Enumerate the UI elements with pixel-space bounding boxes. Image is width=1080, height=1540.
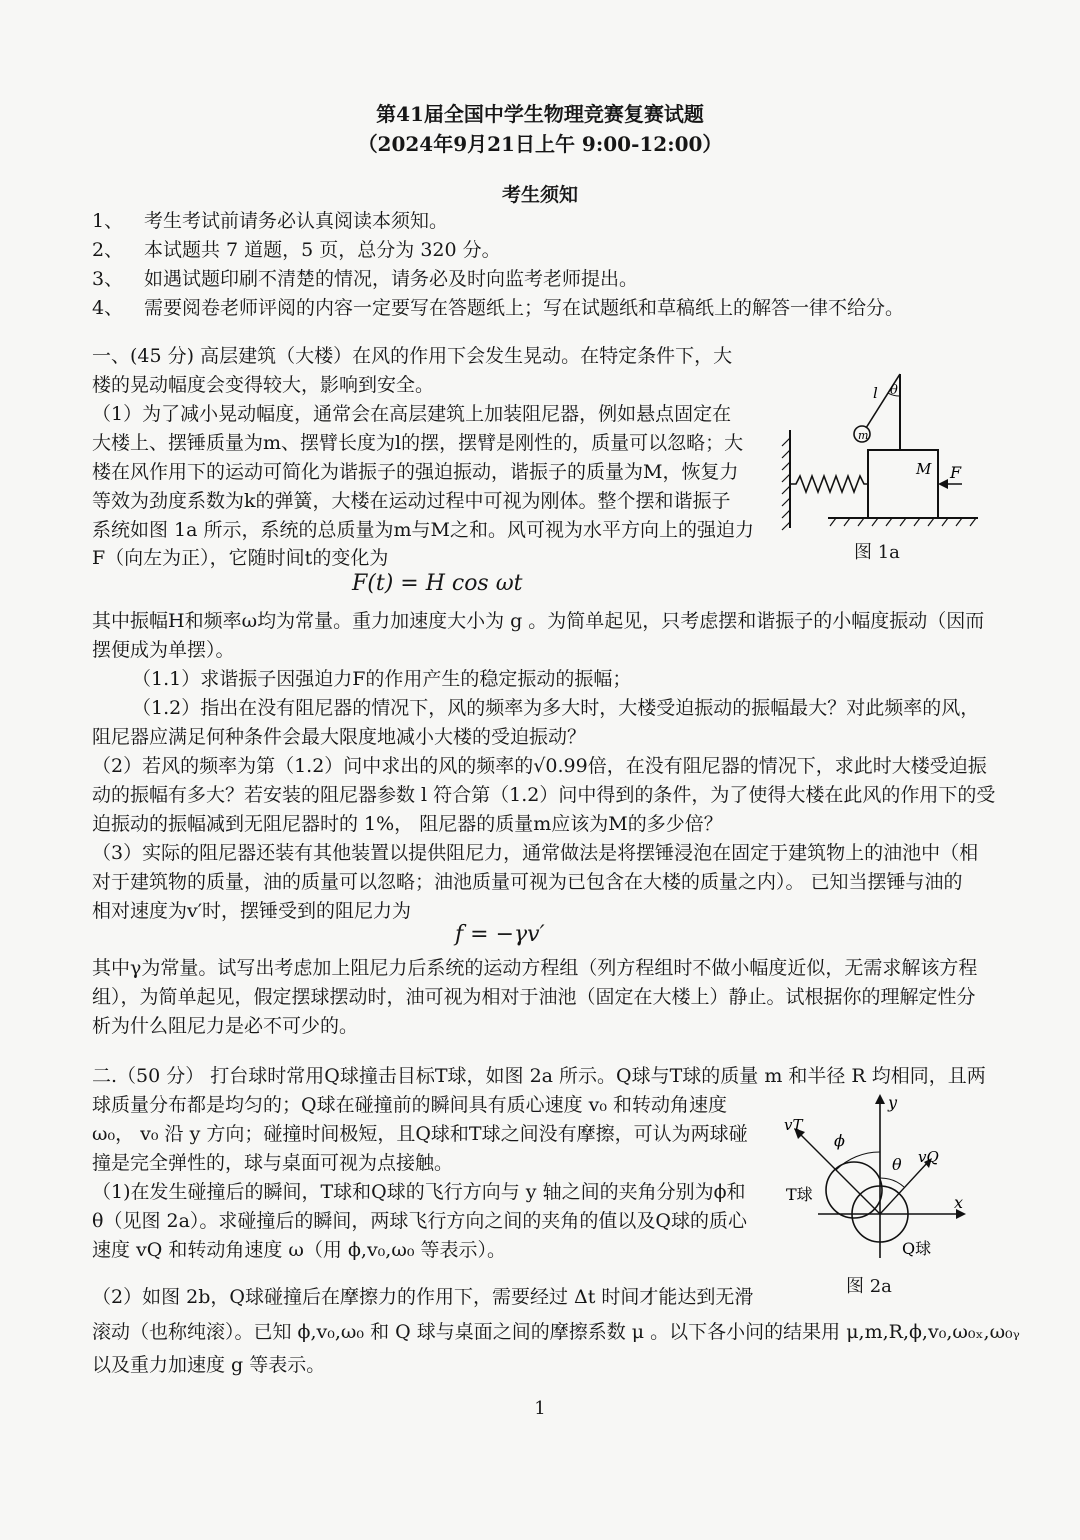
p1-line: 对于建筑物的质量，油的质量可以忽略；油池质量可视为已包含在大楼的质量之内）。 已知当摆锤与油的 <box>92 871 963 893</box>
p1-line: 摆便成为单摆）。 <box>92 639 235 661</box>
exam-subtitle: （2024年9月21日上午 9:00-12:00） <box>357 132 723 156</box>
figure-1a-caption: 图 1a <box>854 542 900 563</box>
t-ball <box>826 1162 882 1218</box>
p1-line: 系统如图 1a 所示，系统的总质量为m与M之和。风可视为水平方向上的强迫力 <box>92 519 754 541</box>
vq-direction <box>880 1162 928 1214</box>
p2-line: 滚动（也称纯滚）。已知 ϕ,v₀,ω₀ 和 Q 球与桌面之间的摩擦系数 μ 。以下各小问的结果用 μ,m,R,ϕ,v₀,ω₀ₓ,ω₀ᵧ <box>92 1321 1020 1343</box>
p1-force-equation: F(t) = H cos ωt <box>352 571 523 596</box>
p1-line: 析为什么阻尼力是必不可少的。 <box>92 1015 359 1037</box>
p1-line: F（向左为正），它随时间t的变化为 <box>92 547 389 569</box>
notice-item <box>92 266 638 292</box>
notice-item-text: 需要阅卷老师评阅的内容一定要写在答题纸上；写在试题纸和草稿纸上的解答一律不给分。 <box>144 297 905 319</box>
p2-line: θ（见图 2a）。求碰撞后的瞬间，两球飞行方向之间的夹角的值以及Q球的质心 <box>92 1210 747 1232</box>
label-F: F <box>950 463 962 482</box>
label-phi: ϕ <box>834 1131 845 1150</box>
p1-line: 相对速度为v′时，摆锤受到的阻尼力为 <box>92 900 412 922</box>
p1-line: （1）为了减小晃动幅度，通常会在高层建筑上加装阻尼器，例如悬点固定在 <box>92 403 732 425</box>
label-vT: vT <box>784 1116 803 1134</box>
label-m: m <box>858 429 869 442</box>
notice-item-text: 如遇试题印刷不清楚的情况，请务必及时向监考老师提出。 <box>144 268 639 290</box>
wall-hatching <box>782 438 790 530</box>
label-vQ: vQ <box>918 1148 939 1166</box>
notice-heading: 考生须知 <box>501 184 578 206</box>
p1-line: 楼在风作用下的运动可简化为谐振子的强迫振动，谐振子的质量为M，恢复力 <box>92 461 739 483</box>
p1-line: 组），为简单起见，假定摆球摆动时，油可视为相对于油池（固定在大楼上）静止。试根据你的理解定性分 <box>92 986 976 1008</box>
notice-item-number: 4、 <box>92 297 124 319</box>
p1-line: 一、(45 分) 高层建筑（大楼）在风的作用下会发生晃动。在特定条件下，大 <box>92 345 733 367</box>
label-q-ball: Q球 <box>902 1239 932 1258</box>
figure-1a <box>778 360 988 560</box>
p2-line: ω₀， v₀ 沿 y 方向；碰撞时间极短，且Q球和T球之间没有摩擦，可认为两球碰 <box>92 1123 748 1145</box>
p2-line: 以及重力加速度 g 等表示。 <box>92 1354 326 1376</box>
notice-item <box>92 237 501 263</box>
p2-line: （2）如图 2b，Q球碰撞后在摩擦力的作用下，需要经过 Δt 时间才能达到无滑 <box>92 1286 754 1308</box>
notice-item-number: 1、 <box>92 210 124 232</box>
p2-line: 球质量分布都是均匀的；Q球在碰撞前的瞬间具有质心速度 v₀ 和转动角速度 <box>92 1094 728 1116</box>
phi-arc <box>836 1152 880 1170</box>
label-t-ball: T球 <box>786 1185 813 1204</box>
notice-item <box>92 208 448 234</box>
notice-item-number: 2、 <box>92 239 124 261</box>
figure-2a <box>778 1086 978 1266</box>
p2-line: 二.（50 分） 打台球时常用Q球撞击目标T球，如图 2a 所示。Q球与T球的质量 m 和半径 R 均相同，且两 <box>92 1065 986 1087</box>
label-x: x <box>954 1193 964 1212</box>
p1-damping-equation: f = −γv′ <box>455 922 545 947</box>
p1-line: 其中振幅H和频率ω均为常量。重力加速度大小为 g 。为简单起见，只考虑摆和谐振子的小幅度振动（因而 <box>92 610 985 632</box>
p1-line: 阻尼器应满足何种条件会最大限度地减小大楼的受迫振动？ <box>92 726 587 748</box>
notice-item-number: 3、 <box>92 268 124 290</box>
p2-line: （1)在发生碰撞后的瞬间，T球和Q球的飞行方向与 y 轴之间的夹角分别为ϕ和 <box>92 1181 746 1203</box>
p1-subq: （1.1）求谐振子因强迫力F的作用产生的稳定振动的振幅； <box>132 668 632 690</box>
figure-2a-caption: 图 2a <box>846 1276 892 1297</box>
notice-item <box>92 295 904 321</box>
label-theta-2a: θ <box>892 1155 902 1174</box>
p1-line: 等效为劲度系数为k的弹簧，大楼在运动过程中可视为刚体。整个摆和谐振子 <box>92 490 731 512</box>
p1-line: 动的振幅有多大？若安装的阻尼器参数 l 符合第（1.2）问中得到的条件，为了使得大楼在此风的作用下的受 <box>92 784 996 806</box>
p1-line: 迫振动的振幅减到无阻尼器时的 1%， 阻尼器的质量m应该为M的多少倍？ <box>92 813 723 835</box>
y-axis-arrowhead <box>875 1094 885 1104</box>
p2-line: 撞是完全弹性的，球与桌面可视为点接触。 <box>92 1152 454 1174</box>
spring <box>790 476 868 492</box>
notice-item-text: 考生考试前请务必认真阅读本须知。 <box>144 210 449 232</box>
label-y: y <box>888 1093 898 1112</box>
p1-line: 其中γ为常量。试写出考虑加上阻尼力后系统的运动方程组（列方程组时不做小幅度近似，无需求解该方程 <box>92 957 978 979</box>
label-theta: θ <box>890 383 898 398</box>
p1-subq: （1.2）指出在没有阻尼器的情况下，风的频率为多大时，大楼受迫振动的振幅最大？对此频率的风， <box>132 697 980 719</box>
p2-line: 速度 vQ 和转动角速度 ω（用 ϕ,v₀,ω₀ 等表示）。 <box>92 1239 506 1261</box>
label-M: M <box>916 460 932 478</box>
force-arrowhead <box>938 479 948 489</box>
p1-line: （3）实际的阻尼器还装有其他装置以提供阻尼力，通常做法是将摆锤浸泡在固定于建筑物上的油池中（相 <box>92 842 979 864</box>
p1-line: 楼的晃动幅度会变得较大，影响到安全。 <box>92 374 435 396</box>
label-l: l <box>873 384 878 402</box>
p1-line: （2）若风的频率为第（1.2）问中求出的风的频率的√0.99倍，在没有阻尼器的情况下，求此时大楼受迫振 <box>92 755 987 777</box>
page-number: 1 <box>534 1398 546 1419</box>
exam-title: 第41届全国中学生物理竞赛复赛试题 <box>376 102 704 126</box>
notice-item-text: 本试题共 7 道题，5 页，总分为 320 分。 <box>144 239 501 261</box>
p1-line: 大楼上、摆锤质量为m、摆臂长度为l的摆，摆臂是刚性的，质量可以忽略；大 <box>92 432 744 454</box>
ground-hatching <box>830 518 976 526</box>
